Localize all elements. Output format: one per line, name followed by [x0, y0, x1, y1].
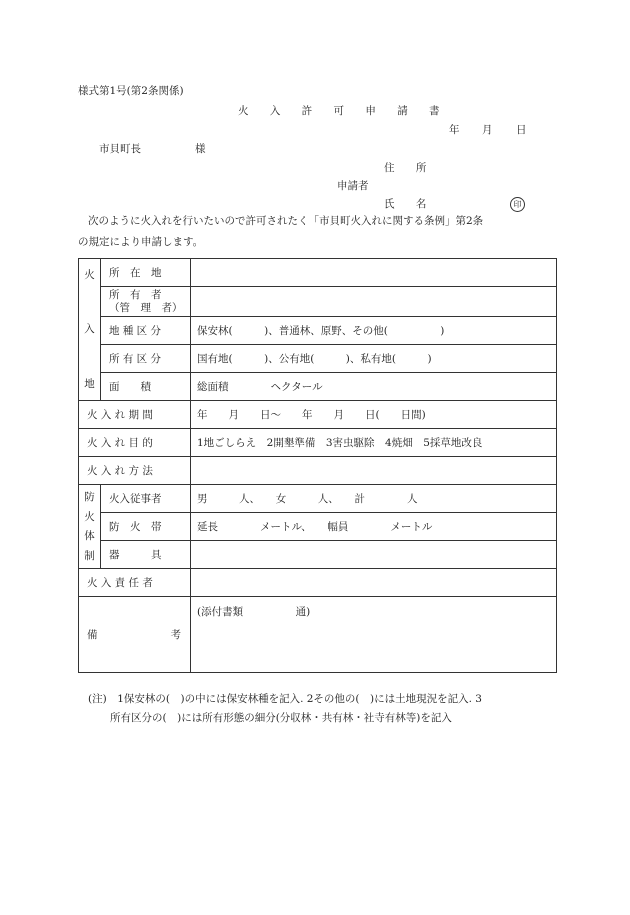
equipment-field[interactable]: [191, 541, 557, 569]
fire-prevention-side-label: 防 火 体 制: [79, 485, 101, 569]
owner-field[interactable]: [191, 287, 557, 317]
ownership-label: 所 有 区 分: [101, 345, 191, 373]
table-row: [79, 429, 557, 457]
purpose-label: 火 入 れ 目 的: [79, 429, 191, 457]
area-field[interactable]: 総面積 ヘクタール: [191, 373, 557, 401]
date-year-label: 年: [449, 124, 460, 136]
date-month-label: 月: [482, 124, 493, 136]
seal-mark: 印: [510, 197, 525, 212]
date-day-label: 日: [516, 124, 527, 136]
remarks-field[interactable]: (添付書類 通): [191, 597, 557, 673]
table-row: [79, 457, 557, 485]
table-row: [79, 485, 557, 513]
period-field[interactable]: 年 月 日～ 年 月 日( 日間): [191, 401, 557, 429]
name-label: 氏 名: [384, 198, 436, 210]
table-row: [79, 287, 557, 317]
application-table: [78, 258, 557, 673]
method-field[interactable]: [191, 457, 557, 485]
applicant-label: 申請者: [337, 180, 369, 192]
honorific: 様: [195, 143, 206, 155]
addressee: 市貝町長: [99, 143, 141, 155]
table-row: [79, 541, 557, 569]
footnote: [88, 690, 558, 728]
firebreak-field[interactable]: 延長 メートル、 幅員 メートル: [191, 513, 557, 541]
intro-line-2: の規定により申請します。: [78, 236, 204, 248]
workers-label: 火入従事者: [101, 485, 191, 513]
fire-site-side-label: 火 入 地: [79, 259, 101, 401]
footnote-line-2: 所有区分の( )には所有形態の細分(分収林・共有林・社寺有林等)を記入: [110, 712, 452, 724]
responsible-label: 火 入 責 任 者: [79, 569, 191, 597]
firebreak-label: 防 火 帯: [101, 513, 191, 541]
table-row: [79, 373, 557, 401]
form-title: 火 入 許 可 申 請 書: [238, 105, 449, 117]
responsible-field[interactable]: [191, 569, 557, 597]
location-field[interactable]: [191, 259, 557, 287]
location-label: 所 在 地: [101, 259, 191, 287]
period-label: 火 入 れ 期 間: [79, 401, 191, 429]
method-label: 火 入 れ 方 法: [79, 457, 191, 485]
table-row: [79, 345, 557, 373]
table-row: [79, 401, 557, 429]
equipment-label: 器 具: [101, 541, 191, 569]
footnote-line-1: (注) 1保安林の( )の中には保安林種を記入. 2その他の( )には土地現況を記入. 3: [88, 693, 482, 705]
table-row: [79, 513, 557, 541]
area-label: 面 積: [101, 373, 191, 401]
table-row: [79, 597, 557, 673]
address-label: 住 所: [384, 162, 436, 174]
table-row: [79, 569, 557, 597]
land-type-label: 地 種 区 分: [101, 317, 191, 345]
ownership-field[interactable]: 国有地( )、公有地( )、私有地( ): [191, 345, 557, 373]
owner-label: 所 有 者 （管 理 者）: [101, 287, 191, 317]
intro-paragraph: [78, 211, 556, 253]
purpose-field[interactable]: 1地ごしらえ 2開墾準備 3害虫駆除 4焼畑 5採草地改良: [191, 429, 557, 457]
intro-line-1: 次のように火入れを行いたいので許可されたく「市貝町火入れに関する条例」第2条: [88, 215, 484, 227]
land-type-field[interactable]: 保安林( )、普通林、原野、その他( ): [191, 317, 557, 345]
form-number: 様式第1号(第2条関係): [78, 85, 184, 97]
table-row: [79, 259, 557, 287]
workers-field[interactable]: 男 人、 女 人、 計 人: [191, 485, 557, 513]
table-row: [79, 317, 557, 345]
remarks-label: 備 考: [79, 597, 191, 673]
